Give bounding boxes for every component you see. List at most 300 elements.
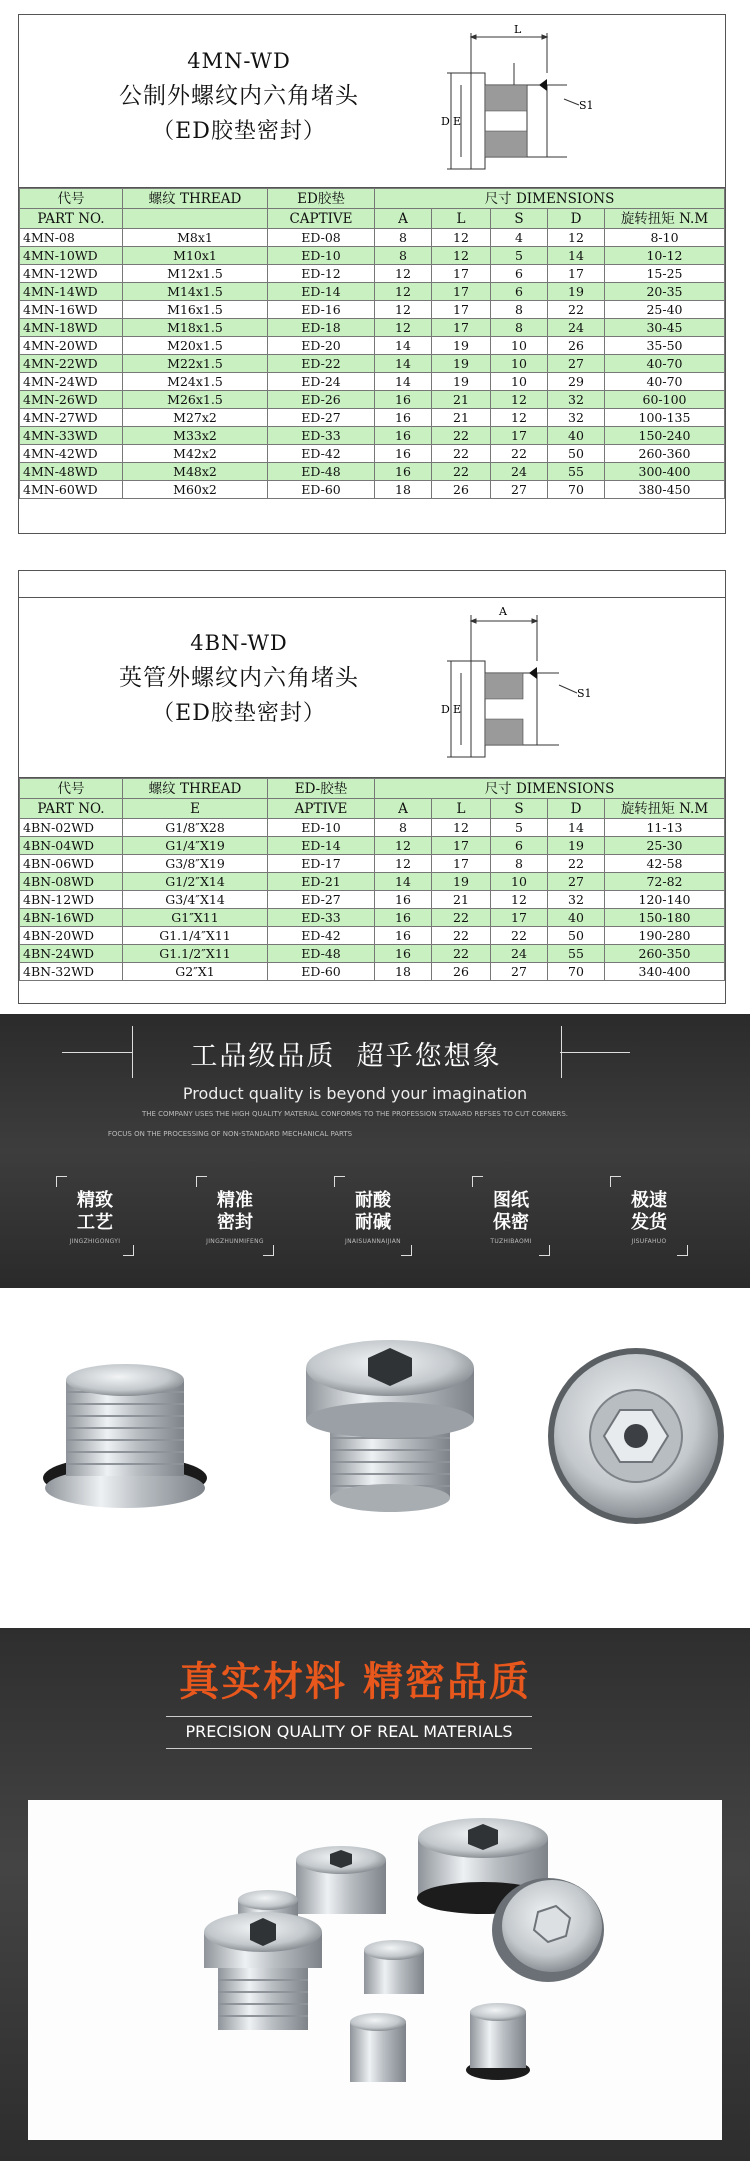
metric-cell: 12 <box>375 283 432 301</box>
bsp-cell: G3/8″X19 <box>123 855 268 873</box>
bsp-cell: ED-14 <box>268 837 375 855</box>
bsp-cell: 340-400 <box>605 963 725 981</box>
hdr-code-en: PART NO. <box>20 799 123 819</box>
bsp-cell: 16 <box>375 945 432 963</box>
bsp-table-row <box>20 945 725 963</box>
metric-cell: ED-08 <box>268 229 375 247</box>
metric-cell: 55 <box>548 463 605 481</box>
metric-cell: 4MN-10WD <box>20 247 123 265</box>
metric-cell: 17 <box>432 301 491 319</box>
metric-cell: 12 <box>491 409 548 427</box>
metric-title-cn: 公制外螺纹内六角堵头 <box>119 83 359 109</box>
bsp-cell: 19 <box>432 873 491 891</box>
metric-cell: 26 <box>432 481 491 499</box>
metric-cell: 8 <box>375 247 432 265</box>
bsp-spec-table <box>19 778 725 981</box>
metric-cell: 40-70 <box>605 373 725 391</box>
metric-spec-header <box>19 15 725 188</box>
metric-table-row <box>20 463 725 481</box>
metric-cell: 19 <box>432 355 491 373</box>
bsp-cell: 14 <box>548 819 605 837</box>
metric-cell: ED-14 <box>268 283 375 301</box>
metric-cell: 14 <box>375 373 432 391</box>
metric-cell: ED-33 <box>268 427 375 445</box>
feature-ship <box>610 1176 688 1256</box>
bsp-cell: 4BN-08WD <box>20 873 123 891</box>
metric-cell: 40 <box>548 427 605 445</box>
metric-cell: 260-360 <box>605 445 725 463</box>
bsp-cell: 12 <box>375 837 432 855</box>
metric-cell: ED-24 <box>268 373 375 391</box>
bsp-cell: ED-33 <box>268 909 375 927</box>
metric-cell: 4MN-20WD <box>20 337 123 355</box>
plug-right <box>548 1348 724 1524</box>
hdr-code-en: PART NO. <box>20 209 123 229</box>
metric-cell: ED-60 <box>268 481 375 499</box>
hdr-thread: 螺纹 THREAD <box>123 189 268 209</box>
metric-cell: M12x1.5 <box>123 265 268 283</box>
hdr-a: A <box>375 799 432 819</box>
bsp-cell: 27 <box>491 963 548 981</box>
bsp-drawing-A: A <box>499 605 507 618</box>
metric-table-row <box>20 427 725 445</box>
metric-table-row <box>20 481 725 499</box>
metric-cell: 8 <box>491 301 548 319</box>
feature-resist-l2: 耐碱 <box>355 1212 391 1233</box>
bsp-cell: 17 <box>432 855 491 873</box>
metric-cell: 150-240 <box>605 427 725 445</box>
bsp-cell: 22 <box>432 945 491 963</box>
metric-cell: 8 <box>491 319 548 337</box>
bsp-cell: 150-180 <box>605 909 725 927</box>
metric-cell: 8-10 <box>605 229 725 247</box>
metric-cell: M48x2 <box>123 463 268 481</box>
metric-cell: 16 <box>375 409 432 427</box>
metric-cell: 17 <box>432 319 491 337</box>
bsp-cell: 26 <box>432 963 491 981</box>
metric-cell: 27 <box>491 481 548 499</box>
metric-table-row <box>20 319 725 337</box>
bsp-cell: G1/8″X28 <box>123 819 268 837</box>
metric-cell: 10 <box>491 337 548 355</box>
metric-cell: M26x1.5 <box>123 391 268 409</box>
metric-cell: 4MN-24WD <box>20 373 123 391</box>
feature-resist-en: JNAISUANNAIJIAN <box>345 1238 401 1245</box>
bsp-cell: 4BN-20WD <box>20 927 123 945</box>
metric-cell: M24x1.5 <box>123 373 268 391</box>
metric-cell: 17 <box>491 427 548 445</box>
metric-cell: M18x1.5 <box>123 319 268 337</box>
bsp-cell: 22 <box>548 855 605 873</box>
bsp-cell: 4BN-12WD <box>20 891 123 909</box>
metric-cell: 21 <box>432 391 491 409</box>
bsp-cell: G2″X1 <box>123 963 268 981</box>
hdr-thread-en: E <box>123 799 268 819</box>
bsp-table-row <box>20 927 725 945</box>
bsp-cell: 12 <box>491 891 548 909</box>
plug-top-middle <box>296 1846 386 1914</box>
metric-cell: 16 <box>375 391 432 409</box>
hdr-code-cn: 代号 <box>20 779 123 799</box>
metric-cell: 380-450 <box>605 481 725 499</box>
bsp-cell: 4BN-02WD <box>20 819 123 837</box>
feature-craft-en: JINGZHIGONGYI <box>69 1238 121 1245</box>
metric-table-row <box>20 391 725 409</box>
metric-cell: 4MN-22WD <box>20 355 123 373</box>
bsp-cell: 40 <box>548 909 605 927</box>
feature-ship-l1: 极速 <box>631 1190 667 1211</box>
metric-cell: M27x2 <box>123 409 268 427</box>
metric-cell: 10-12 <box>605 247 725 265</box>
metric-cell: 17 <box>432 283 491 301</box>
hdr-torque: 旋转扭矩 N.M <box>605 209 725 229</box>
metric-cell: ED-27 <box>268 409 375 427</box>
metric-cell: 4MN-18WD <box>20 319 123 337</box>
metric-cell: 19 <box>432 373 491 391</box>
hdr-l: L <box>432 799 491 819</box>
metric-cell: 22 <box>432 427 491 445</box>
banner-line-right <box>560 1052 630 1053</box>
metric-title-code: 4MN-WD <box>187 49 291 73</box>
metric-cell: 12 <box>375 319 432 337</box>
metric-drawing-D: D <box>441 115 450 128</box>
metric-plug-drawing <box>419 23 609 183</box>
metric-cell: ED-12 <box>268 265 375 283</box>
metric-cell: ED-18 <box>268 319 375 337</box>
metric-cell: 5 <box>491 247 548 265</box>
material-heading-cn: 真实材料 精密品质 <box>179 1659 531 1705</box>
metric-cell: 25-40 <box>605 301 725 319</box>
material-heading-line-top <box>166 1716 532 1717</box>
metric-cell: 4 <box>491 229 548 247</box>
bsp-cell: G1/4″X19 <box>123 837 268 855</box>
metric-cell: 26 <box>548 337 605 355</box>
metric-table-row <box>20 283 725 301</box>
bsp-cell: 17 <box>432 837 491 855</box>
bsp-cell: ED-60 <box>268 963 375 981</box>
bsp-cell: ED-27 <box>268 891 375 909</box>
metric-cell: 29 <box>548 373 605 391</box>
metric-drawing-E: E <box>453 115 462 128</box>
metric-cell: 4MN-14WD <box>20 283 123 301</box>
metric-cell: M10x1 <box>123 247 268 265</box>
metric-cell: 60-100 <box>605 391 725 409</box>
metric-drawing-L: L <box>514 23 522 36</box>
bsp-cell: 4BN-16WD <box>20 909 123 927</box>
bsp-table-row <box>20 837 725 855</box>
hdr-ed: ED胶垫 <box>268 189 375 209</box>
metric-cell: 30-45 <box>605 319 725 337</box>
material-banner <box>0 1628 750 2161</box>
plug-middle <box>306 1340 474 1512</box>
bsp-cell: 12 <box>432 819 491 837</box>
hdr-s: S <box>491 799 548 819</box>
metric-cell: M33x2 <box>123 427 268 445</box>
bsp-cell: 190-280 <box>605 927 725 945</box>
bsp-table-row <box>20 909 725 927</box>
metric-cell: 27 <box>548 355 605 373</box>
metric-cell: ED-22 <box>268 355 375 373</box>
metric-cell: 6 <box>491 265 548 283</box>
metric-cell: 17 <box>432 265 491 283</box>
bsp-cell: 17 <box>491 909 548 927</box>
metric-cell: 16 <box>375 427 432 445</box>
metric-cell: 12 <box>375 301 432 319</box>
feature-seal-l1: 精准 <box>217 1190 253 1211</box>
bsp-cell: 25-30 <box>605 837 725 855</box>
metric-cell: 12 <box>432 247 491 265</box>
metric-cell: ED-20 <box>268 337 375 355</box>
metric-cell: 24 <box>491 463 548 481</box>
metric-table-row <box>20 445 725 463</box>
bsp-cell: 260-350 <box>605 945 725 963</box>
bsp-plug-drawing <box>419 601 609 771</box>
hdr-a: A <box>375 209 432 229</box>
hdr-d: D <box>548 799 605 819</box>
metric-cell: 10 <box>491 373 548 391</box>
feature-seal-en: JINGZHUNMIFENG <box>206 1238 264 1245</box>
bsp-cell: 16 <box>375 891 432 909</box>
metric-table-row <box>20 229 725 247</box>
hdr-torque: 旋转扭矩 N.M <box>605 799 725 819</box>
bsp-cell: 4BN-06WD <box>20 855 123 873</box>
bsp-table-row <box>20 819 725 837</box>
bsp-cell: ED-17 <box>268 855 375 873</box>
metric-cell: 4MN-12WD <box>20 265 123 283</box>
metric-cell: M22x1.5 <box>123 355 268 373</box>
bsp-cell: 11-13 <box>605 819 725 837</box>
bsp-drawing-D: D <box>441 703 450 716</box>
material-heading-line-bottom <box>166 1748 532 1749</box>
bsp-cell: 4BN-32WD <box>20 963 123 981</box>
bsp-cell: 14 <box>375 873 432 891</box>
material-heading-en: PRECISION QUALITY OF REAL MATERIALS <box>185 1722 513 1741</box>
bsp-title-code: 4BN-WD <box>190 631 288 655</box>
metric-cell: 14 <box>375 337 432 355</box>
metric-cell: 4MN-26WD <box>20 391 123 409</box>
metric-cell: M14x1.5 <box>123 283 268 301</box>
quality-banner <box>0 1014 750 1288</box>
plug-front-left <box>204 1912 322 2030</box>
metric-cell: 6 <box>491 283 548 301</box>
bsp-drawing-S1: S1 <box>577 687 592 700</box>
feature-craft <box>56 1176 134 1256</box>
metric-cell: 14 <box>375 355 432 373</box>
metric-cell: 20-35 <box>605 283 725 301</box>
quality-heading-cn: 工品级品质 超乎您想象 <box>190 1041 502 1072</box>
bsp-cell: 55 <box>548 945 605 963</box>
metric-spec-block <box>18 14 726 534</box>
bsp-cell: G1/2″X14 <box>123 873 268 891</box>
bsp-cell: 8 <box>491 855 548 873</box>
hdr-l: L <box>432 209 491 229</box>
metric-cell: 35-50 <box>605 337 725 355</box>
bsp-table-row <box>20 855 725 873</box>
metric-cell: 32 <box>548 409 605 427</box>
feature-craft-l2: 工艺 <box>77 1212 113 1233</box>
metric-cell: 32 <box>548 391 605 409</box>
bsp-cell: 8 <box>375 819 432 837</box>
metric-cell: M60x2 <box>123 481 268 499</box>
metric-cell: 4MN-33WD <box>20 427 123 445</box>
bsp-spec-header <box>19 571 725 778</box>
metric-drawing-S1: S1 <box>579 99 594 112</box>
metric-cell: 19 <box>548 283 605 301</box>
product-photo-assorted-plugs <box>28 1800 722 2140</box>
bsp-spec-block <box>18 570 726 1004</box>
bsp-cell: 27 <box>548 873 605 891</box>
metric-cell: 4MN-48WD <box>20 463 123 481</box>
bsp-table-row <box>20 963 725 981</box>
metric-cell: ED-48 <box>268 463 375 481</box>
bsp-cell: 18 <box>375 963 432 981</box>
metric-cell: 8 <box>375 229 432 247</box>
bsp-cell: ED-48 <box>268 945 375 963</box>
metric-cell: M8x1 <box>123 229 268 247</box>
metric-cell: 4MN-60WD <box>20 481 123 499</box>
metric-table-row <box>20 301 725 319</box>
metric-cell: 22 <box>491 445 548 463</box>
feature-secret-l1: 图纸 <box>493 1190 529 1211</box>
metric-cell: M16x1.5 <box>123 301 268 319</box>
metric-cell: ED-42 <box>268 445 375 463</box>
feature-secret <box>472 1176 550 1256</box>
bsp-cell: 4BN-04WD <box>20 837 123 855</box>
bsp-cell: 19 <box>548 837 605 855</box>
metric-cell: 4MN-27WD <box>20 409 123 427</box>
bsp-cell: 16 <box>375 927 432 945</box>
bsp-cell: 6 <box>491 837 548 855</box>
metric-cell: ED-10 <box>268 247 375 265</box>
metric-cell: 10 <box>491 355 548 373</box>
bsp-cell: 22 <box>432 927 491 945</box>
metric-cell: 14 <box>548 247 605 265</box>
bsp-cell: 120-140 <box>605 891 725 909</box>
bsp-cell: 42-58 <box>605 855 725 873</box>
bsp-cell: 10 <box>491 873 548 891</box>
feature-secret-l2: 保密 <box>493 1212 529 1233</box>
bsp-drawing-E: E <box>453 703 462 716</box>
bsp-cell: G3/4″X14 <box>123 891 268 909</box>
quality-sub2: FOCUS ON THE PROCESSING OF NON-STANDARD MECHANICAL PARTS <box>107 1130 353 1138</box>
metric-table-row <box>20 355 725 373</box>
metric-cell: 22 <box>548 301 605 319</box>
metric-cell: 300-400 <box>605 463 725 481</box>
metric-title <box>89 49 389 145</box>
bsp-table-row <box>20 891 725 909</box>
bsp-cell: G1.1/4″X11 <box>123 927 268 945</box>
hdr-dimensions: 尺寸 DIMENSIONS <box>375 189 725 209</box>
metric-cell: ED-16 <box>268 301 375 319</box>
metric-cell: 19 <box>432 337 491 355</box>
plug-left <box>43 1364 207 1508</box>
bsp-cell: 22 <box>432 909 491 927</box>
metric-cell: M42x2 <box>123 445 268 463</box>
bsp-cell: G1.1/2″X11 <box>123 945 268 963</box>
metric-cell: M20x1.5 <box>123 337 268 355</box>
hdr-s: S <box>491 209 548 229</box>
bsp-title-seal: （ED胶垫密封） <box>152 701 326 726</box>
metric-cell: 4MN-42WD <box>20 445 123 463</box>
product-photo-three-plugs <box>0 1288 750 1628</box>
bsp-cell: ED-21 <box>268 873 375 891</box>
bsp-title <box>89 631 389 727</box>
bsp-cell: 12 <box>375 855 432 873</box>
bsp-table-row <box>20 873 725 891</box>
metric-spec-table <box>19 188 725 499</box>
plug-bottom-right <box>466 2003 530 2080</box>
metric-cell: 40-70 <box>605 355 725 373</box>
quality-heading-en: Product quality is beyond your imagination <box>182 1084 528 1103</box>
metric-cell: 22 <box>432 463 491 481</box>
hdr-ed-en: CAPTIVE <box>268 209 375 229</box>
metric-cell: 18 <box>375 481 432 499</box>
feature-ship-l2: 发货 <box>631 1212 667 1233</box>
metric-cell: 17 <box>548 265 605 283</box>
feature-resist <box>334 1176 412 1256</box>
plug-bottom-center <box>350 2013 406 2082</box>
metric-cell: 16 <box>375 463 432 481</box>
metric-cell: 24 <box>548 319 605 337</box>
hdr-dimensions: 尺寸 DIMENSIONS <box>375 779 725 799</box>
metric-cell: 4MN-08 <box>20 229 123 247</box>
hdr-d: D <box>548 209 605 229</box>
metric-cell: 70 <box>548 481 605 499</box>
hdr-ed: ED-胶垫 <box>268 779 375 799</box>
feature-craft-l1: 精致 <box>77 1190 113 1211</box>
feature-seal <box>196 1176 274 1256</box>
metric-cell: 12 <box>548 229 605 247</box>
metric-cell: 12 <box>491 391 548 409</box>
hdr-code-cn: 代号 <box>20 189 123 209</box>
metric-table-row <box>20 373 725 391</box>
metric-cell: 12 <box>432 229 491 247</box>
bsp-cell: 4BN-24WD <box>20 945 123 963</box>
bsp-cell: G1″X11 <box>123 909 268 927</box>
metric-cell: 4MN-16WD <box>20 301 123 319</box>
metric-cell: 16 <box>375 445 432 463</box>
metric-cell: 50 <box>548 445 605 463</box>
hdr-thread: 螺纹 THREAD <box>123 779 268 799</box>
metric-table-row <box>20 409 725 427</box>
metric-cell: 15-25 <box>605 265 725 283</box>
metric-table-row <box>20 247 725 265</box>
hdr-thread-en <box>123 209 268 229</box>
bsp-cell: 21 <box>432 891 491 909</box>
banner-line-left <box>62 1052 132 1053</box>
feature-ship-en: JISUFAHUO <box>631 1238 667 1245</box>
bsp-cell: 16 <box>375 909 432 927</box>
plug-angled-right <box>492 1878 604 1982</box>
bsp-cell: 22 <box>491 927 548 945</box>
hdr-ed-en: APTIVE <box>268 799 375 819</box>
bsp-cell: 24 <box>491 945 548 963</box>
metric-table-row <box>20 337 725 355</box>
metric-cell: 100-135 <box>605 409 725 427</box>
bsp-cell: 70 <box>548 963 605 981</box>
metric-cell: 22 <box>432 445 491 463</box>
metric-cell: 21 <box>432 409 491 427</box>
quality-sub1: THE COMPANY USES THE HIGH QUALITY MATERIAL CONFORMS TO THE PROFESSION STANARD REFSES TO CUT CORNERS. <box>141 1110 569 1118</box>
bsp-cell: 32 <box>548 891 605 909</box>
feature-secret-en: TUZHIBAOMI <box>490 1238 532 1245</box>
bsp-cell: 5 <box>491 819 548 837</box>
feature-seal-l2: 密封 <box>217 1212 253 1233</box>
bsp-cell: 50 <box>548 927 605 945</box>
bsp-title-cn: 英管外螺纹内六角堵头 <box>119 665 359 691</box>
metric-table-row <box>20 265 725 283</box>
bsp-cell: ED-42 <box>268 927 375 945</box>
